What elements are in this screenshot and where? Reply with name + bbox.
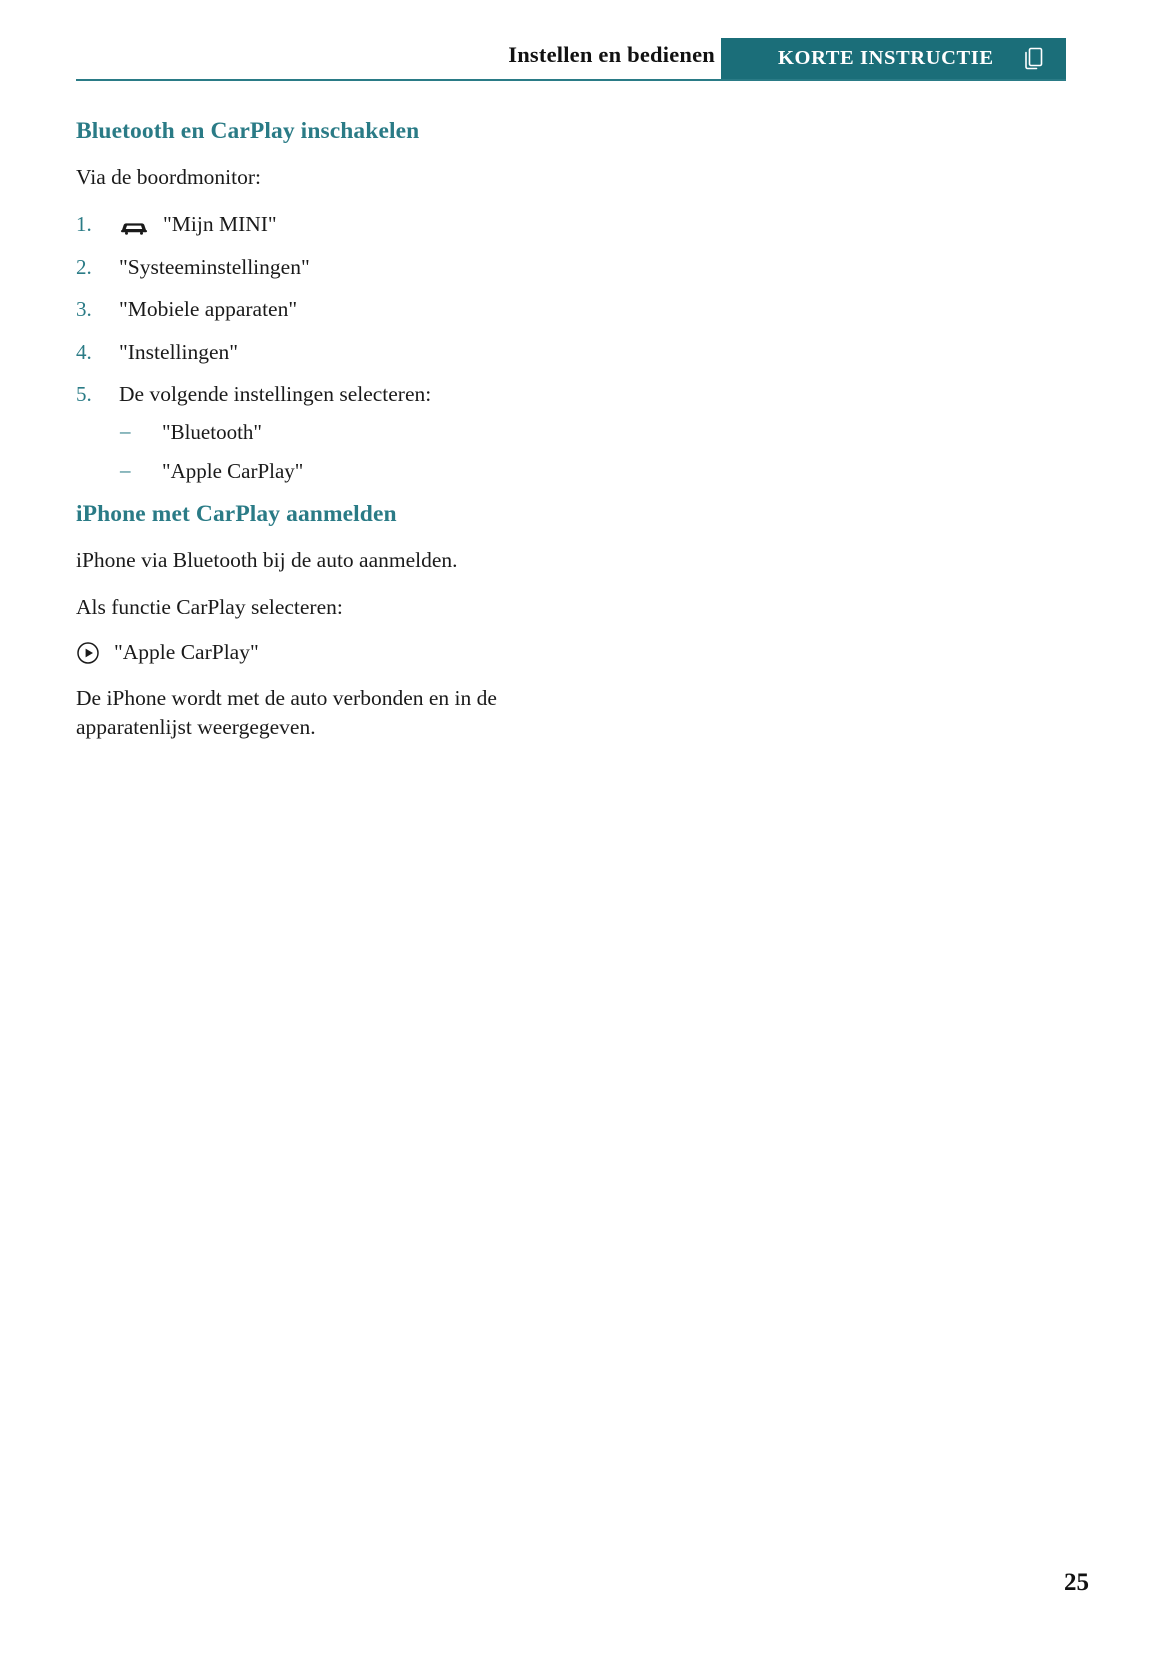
step-number: 1.: [76, 212, 92, 237]
sub-item-text: "Apple CarPlay": [162, 459, 304, 484]
list-item: [76, 381, 1076, 485]
step-text: "Instellingen": [119, 339, 239, 364]
step-number: 3.: [76, 297, 92, 322]
section-paragraph-2: Als functie CarPlay selecteren:: [76, 594, 343, 619]
list-item: [119, 419, 1076, 446]
page-number: 25: [1064, 1569, 1089, 1596]
step-text: De volgende instellingen selecteren:: [119, 382, 432, 407]
section-paragraph-3: De iPhone wordt met de auto verbonden en in de apparatenlijst weergegeven.: [76, 686, 497, 739]
numbered-step-list: [76, 211, 1076, 485]
page-header: [0, 0, 1165, 96]
action-line-apple-carplay: [76, 640, 1076, 665]
page-title: Instellen en bedienen: [508, 42, 715, 67]
car-icon: [119, 216, 149, 234]
action-text: "Apple CarPlay": [114, 640, 259, 665]
chapter-tab-label: KORTE INSTRUCTIE: [778, 47, 994, 69]
document-content: [76, 118, 1076, 741]
play-circle-icon: [76, 641, 100, 665]
section-intro-text: Via de boordmonitor:: [76, 165, 262, 189]
sub-item-text: "Bluetooth": [162, 419, 262, 444]
list-item: [76, 254, 1076, 282]
step-text: "Systeeminstellingen": [119, 254, 310, 279]
step-text: "Mobiele apparaten": [119, 297, 298, 322]
step-text: "Mijn MINI": [163, 212, 277, 237]
section-heading-iphone-carplay: iPhone met CarPlay aanmelden: [76, 500, 397, 527]
step-number: 2.: [76, 254, 92, 279]
copy-pages-icon: [1024, 47, 1044, 71]
step-number: 4.: [76, 339, 92, 364]
section-paragraph-1: iPhone via Bluetooth bij de auto aanmelden.: [76, 547, 458, 572]
list-item: [119, 458, 1076, 485]
list-item: [76, 296, 1076, 324]
dash-marker: –: [120, 458, 131, 483]
header-divider: [76, 79, 1066, 81]
dash-marker: –: [120, 418, 131, 443]
chapter-tab[interactable]: [721, 38, 1066, 79]
list-item: [76, 339, 1076, 367]
section-heading-bluetooth-carplay: Bluetooth en CarPlay inschakelen: [76, 118, 420, 144]
step-number: 5.: [76, 382, 92, 407]
sub-item-list: [119, 419, 1076, 486]
list-item: [76, 211, 1076, 239]
